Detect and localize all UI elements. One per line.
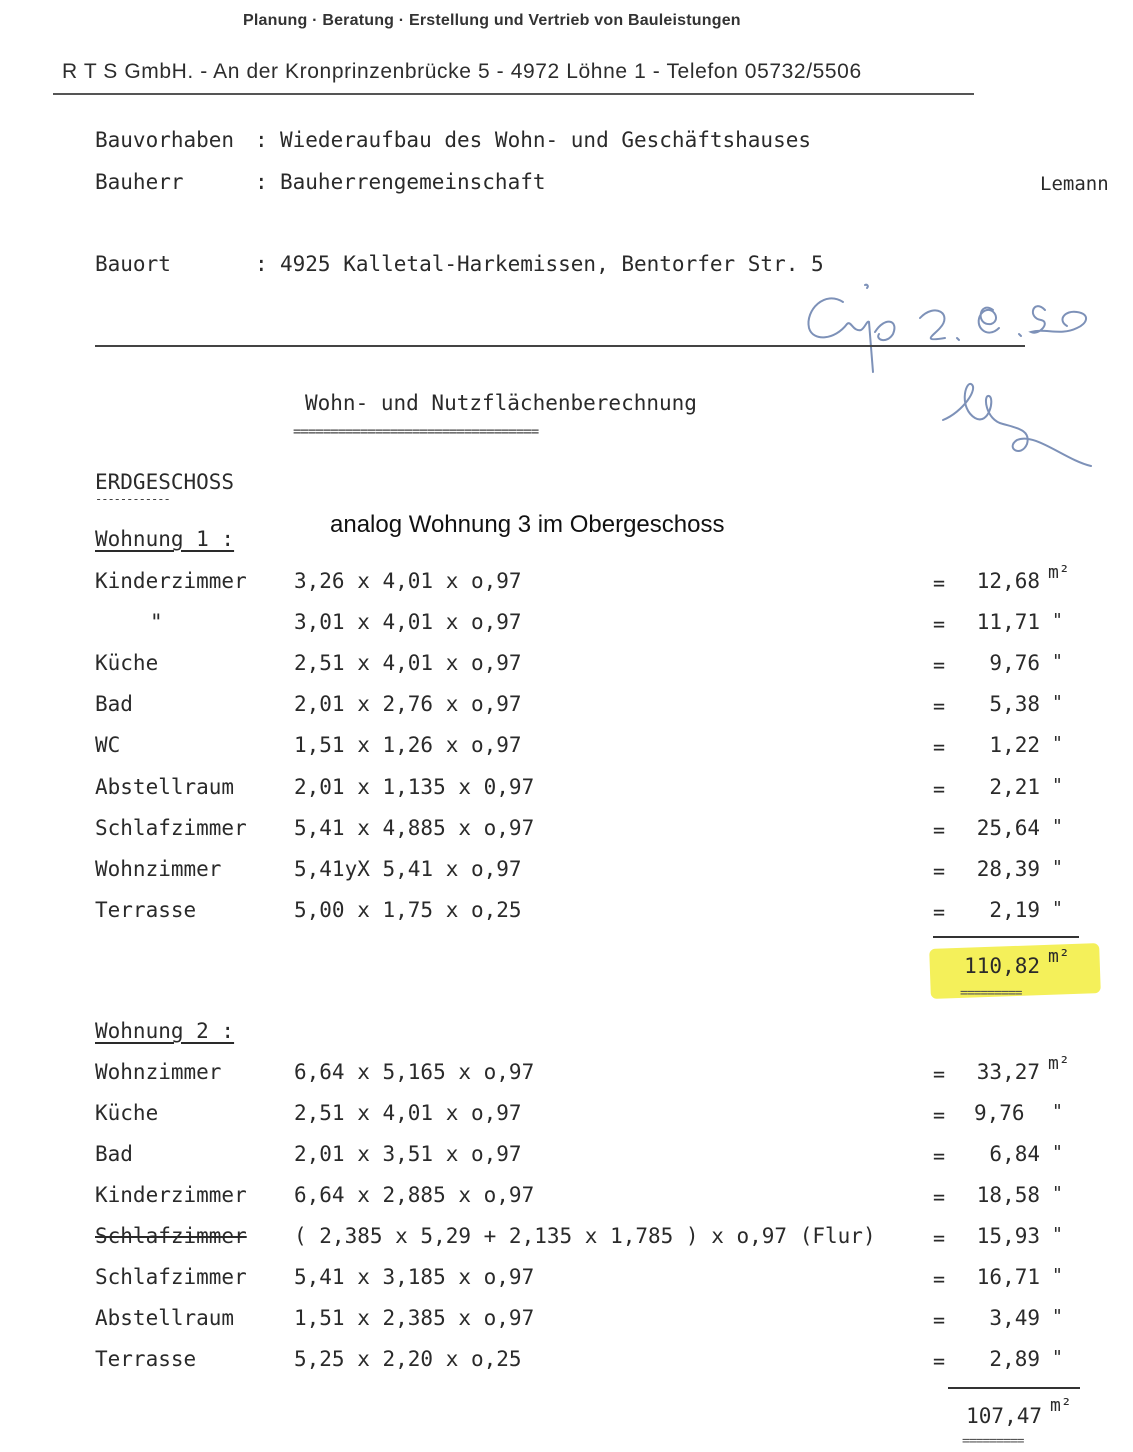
bauvorhaben-value: Wiederaufbau des Wohn- und Geschäftshauses [280,128,812,152]
w2-equals: = [933,1267,946,1291]
company-address-line: R T S GmbH. - An der Kronprinzenbrücke 5 - 4972 Löhne 1 - Telefon 05732/5506 [62,60,862,83]
w1-calc-wohnzimmer: 5,41yX 5,41 x o,97 [294,857,522,881]
w2-value-terrasse: 2,89 [989,1347,1040,1371]
w2-total: 107,47 [966,1404,1042,1428]
w2-calc-flur: ( 2,385 x 5,29 + 2,135 x 1,785 ) x o,97 (Flur) [294,1224,876,1248]
letterhead-tagline: Planung · Beratung · Erstellung und Vertrieb von Bauleistungen [243,12,741,29]
w1-equals: = [933,612,946,636]
w1-room-terrasse: Terrasse [95,898,197,922]
w1-calc-terrasse: 5,00 x 1,75 x o,25 [294,898,522,922]
bauvorhaben-label: Bauvorhaben [95,128,235,152]
floor-heading: ERDGESCHOSS [95,470,235,494]
w1-unit: m² [1048,562,1070,583]
bauort-colon: : [255,252,268,276]
w1-total: 110,82 [964,954,1040,978]
bauherr-value: Bauherrengemeinschaft [280,170,546,194]
w2-value-kinderzimmer: 18,58 [976,1183,1040,1207]
w2-unit-ditto: " [1052,1306,1063,1327]
w2-value-wohnzimmer: 33,27 [976,1060,1040,1084]
w1-equals: = [933,694,946,718]
w1-equals: = [933,900,946,924]
w1-unit-ditto: " [1052,857,1063,878]
bauherr-colon: : [255,170,268,194]
w2-calc-kueche: 2,51 x 4,01 x o,97 [294,1101,522,1125]
w1-room-wohnzimmer: Wohnzimmer [95,857,222,881]
wohnung-1-heading: Wohnung 1 : [95,527,235,551]
w2-equals: = [933,1349,946,1373]
w2-room-wohnzimmer: Wohnzimmer [95,1060,222,1084]
w1-unit-ditto: " [1052,898,1063,919]
w2-equals: = [933,1144,946,1168]
w2-room-abstellraum: Abstellraum [95,1306,235,1330]
w2-calc-wohnzimmer: 6,64 x 5,165 x o,97 [294,1060,535,1084]
w1-value-abstellraum: 2,21 [989,775,1040,799]
w1-equals: = [933,653,946,677]
w1-calc-abstellraum: 2,01 x 1,135 x 0,97 [294,775,535,799]
title-double-underline: ================================= [293,424,539,440]
w1-value-wc: 1,22 [989,733,1040,757]
w2-room-kinderzimmer: Kinderzimmer [95,1183,247,1207]
w2-unit-ditto: " [1052,1265,1063,1286]
w1-unit-ditto: " [1052,775,1063,796]
w2-value-bad: 6,84 [989,1142,1040,1166]
w2-unit-ditto: " [1052,1347,1063,1368]
w2-equals: = [933,1308,946,1332]
w1-unit-ditto: " [1052,816,1063,837]
w1-value-kinderzimmer: 12,68 [976,569,1040,593]
wohnung-2-heading: Wohnung 2 : [95,1019,235,1043]
w1-room-bad: Bad [95,692,133,716]
w2-room-bad: Bad [95,1142,133,1166]
w2-room-schlafzimmer-struck: Schlafzimmer [95,1224,247,1248]
w1-room-abstellraum: Abstellraum [95,775,235,799]
w1-equals: = [933,571,946,595]
w1-room-kinderzimmer: Kinderzimmer [95,569,247,593]
w2-value-flur: 15,93 [976,1224,1040,1248]
bauort-label: Bauort [95,252,171,276]
w2-calc-schlafzimmer: 5,41 x 3,185 x o,97 [294,1265,535,1289]
analog-remark: analog Wohnung 3 im Obergeschoss [330,511,725,538]
w2-room-terrasse: Terrasse [95,1347,197,1371]
w1-room-ditto: " [150,610,163,634]
w2-value-kueche: 9,76 [974,1101,1025,1125]
w2-equals: = [933,1185,946,1209]
w1-equals: = [933,859,946,883]
w1-value-terrasse: 2,19 [989,898,1040,922]
w2-calc-abstellraum: 1,51 x 2,385 x o,97 [294,1306,535,1330]
w1-calc-bad: 2,01 x 2,76 x o,97 [294,692,522,716]
w2-calc-terrasse: 5,25 x 2,20 x o,25 [294,1347,522,1371]
w2-sum-line [948,1387,1080,1389]
w1-value-bad: 5,38 [989,692,1040,716]
handwritten-signature [795,280,1105,475]
bauvorhaben-colon: : [255,128,268,152]
w1-equals: = [933,735,946,759]
w1-total-double-underline: ========= [960,986,1022,1001]
w2-total-double-underline: ========= [962,1434,1024,1449]
document-title: Wohn- und Nutzflächenberechnung [305,391,697,415]
w1-calc-kinderzimmer-2: 3,01 x 4,01 x o,97 [294,610,522,634]
w2-value-abstellraum: 3,49 [989,1306,1040,1330]
w2-room-schlafzimmer: Schlafzimmer [95,1265,247,1289]
w1-equals: = [933,818,946,842]
w2-unit-ditto: " [1052,1101,1063,1122]
w1-room-schlafzimmer: Schlafzimmer [95,816,247,840]
w1-calc-kueche: 2,51 x 4,01 x o,97 [294,651,522,675]
w2-unit-ditto: " [1052,1142,1063,1163]
w2-equals: = [933,1226,946,1250]
w1-unit-ditto: " [1052,610,1063,631]
header-rule [53,93,974,95]
bauort-value: 4925 Kalletal-Harkemissen, Bentorfer Str. 5 [280,252,824,276]
w2-unit-ditto: " [1052,1183,1063,1204]
w1-room-wc: WC [95,733,121,757]
w1-value-kinderzimmer-2: 11,71 [976,610,1040,634]
w1-calc-wc: 1,51 x 1,26 x o,97 [294,733,522,757]
w2-equals: = [933,1103,946,1127]
w2-total-unit: m² [1050,1395,1072,1416]
w1-value-wohnzimmer: 28,39 [976,857,1040,881]
w2-unit-ditto: " [1052,1224,1063,1245]
w2-value-schlafzimmer: 16,71 [976,1265,1040,1289]
w1-room-kueche: Küche [95,651,159,675]
w2-equals: = [933,1062,946,1086]
bauherr-name-fragment: Lemann [1040,173,1109,195]
w1-unit-ditto: " [1052,733,1063,754]
w1-unit-ditto: " [1052,651,1063,672]
w1-calc-kinderzimmer: 3,26 x 4,01 x o,97 [294,569,522,593]
w1-sum-line [933,936,1079,938]
floor-heading-underline: ------------ [95,492,170,506]
w1-total-unit: m² [1048,946,1070,967]
bauherr-label: Bauherr [95,170,184,194]
w1-value-schlafzimmer: 25,64 [976,816,1040,840]
w2-unit: m² [1048,1053,1070,1074]
w2-calc-bad: 2,01 x 3,51 x o,97 [294,1142,522,1166]
section-rule [95,345,1025,347]
w1-value-kueche: 9,76 [989,651,1040,675]
w2-calc-kinderzimmer: 6,64 x 2,885 x o,97 [294,1183,535,1207]
w1-equals: = [933,777,946,801]
w2-room-kueche: Küche [95,1101,159,1125]
w1-calc-schlafzimmer: 5,41 x 4,885 x o,97 [294,816,535,840]
w1-unit-ditto: " [1052,692,1063,713]
